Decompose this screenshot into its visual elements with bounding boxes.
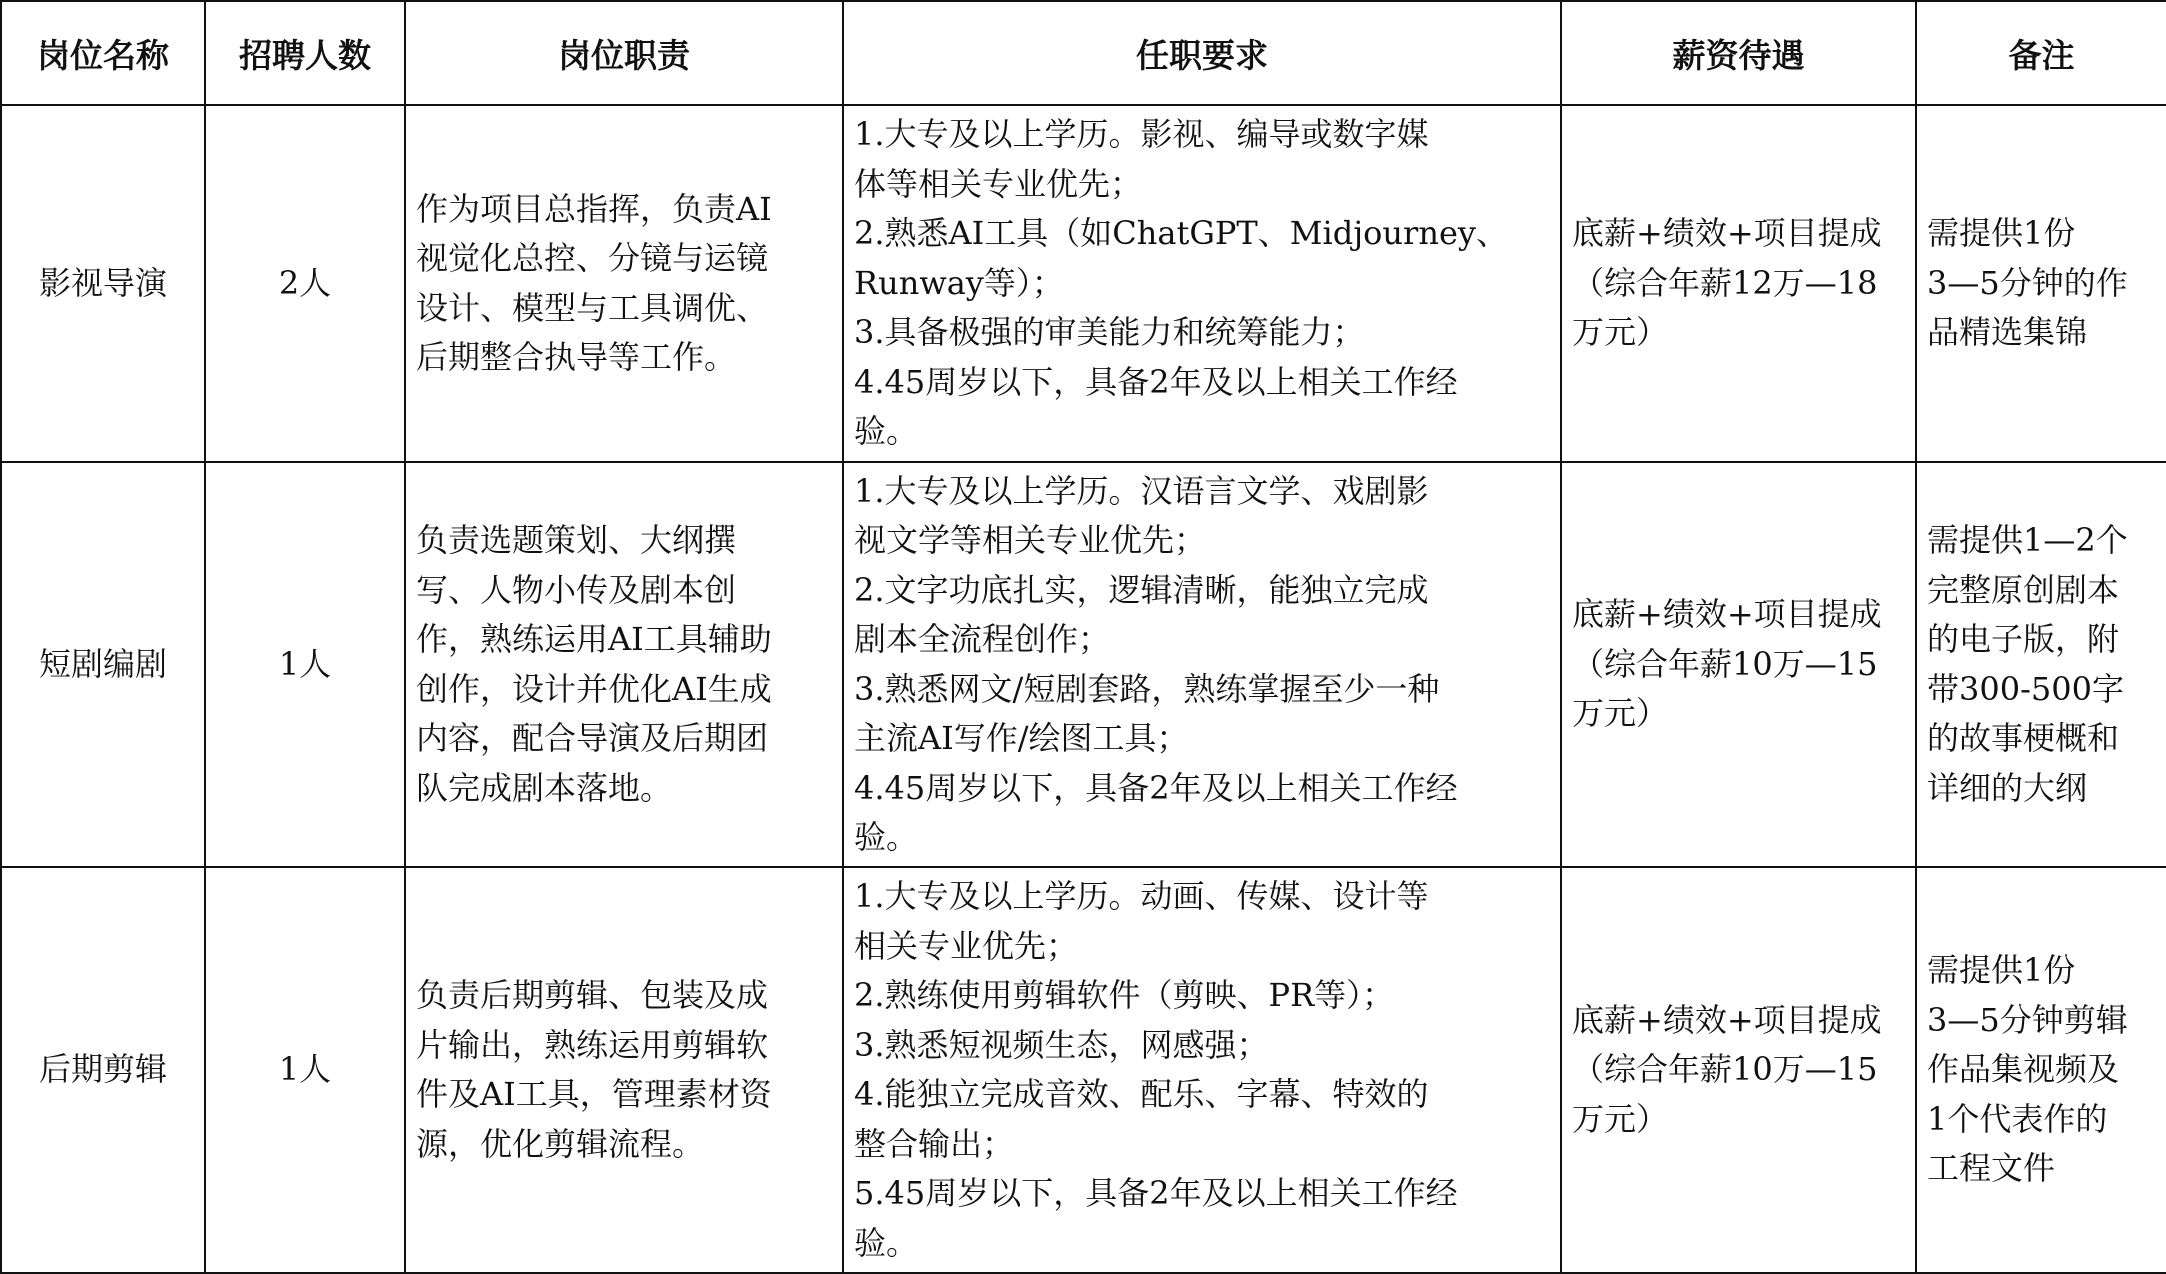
salary-line: 万元） [1572,313,1669,352]
requirements-line: 验。 [854,412,919,451]
duties-line: 队完成剧本落地。 [416,768,673,807]
table-row [1,462,2166,867]
duties-line: 件及AI工具，管理素材资 [416,1075,772,1113]
header-duties: 岗位职责 [405,1,843,105]
salary-line: （综合年薪10万—15 [1572,644,1878,683]
requirements-line: 相关专业优先； [854,926,1079,965]
job-notes [1916,105,2166,462]
requirements-line: 3.熟悉网文/短剧套路，熟练掌握至少一种 [854,669,1440,708]
job-duties [405,462,843,867]
requirements-line: 4.45周岁以下，具备2年及以上相关工作经 [854,768,1458,807]
duties-line: 内容，配合导演及后期团 [416,719,769,757]
notes-line: 详细的大纲 [1927,768,2088,807]
requirements-line: 剧本全流程创作； [854,620,1111,658]
notes-line: 品精选集锦 [1927,313,2088,352]
header-salary: 薪资待遇 [1561,1,1916,105]
requirements-line: 2.熟练使用剪辑软件（剪映、PR等）； [854,976,1395,1014]
duties-line: 设计、模型与工具调优、 [416,288,769,327]
notes-line: 需提供1—2个 [1927,521,2128,559]
notes-line: 需提供1份 [1927,951,2076,990]
salary-line: 万元） [1572,694,1669,733]
salary-line: 万元） [1572,1099,1669,1138]
requirements-line: 主流AI写作/绘图工具； [854,719,1189,757]
requirements-line: 1.大专及以上学历。动画、传媒、设计等 [854,877,1429,915]
duties-line: 后期整合执导等工作。 [416,338,737,376]
job-title: 短剧编剧 [1,462,205,867]
notes-line: 3—5分钟剪辑 [1927,1000,2128,1039]
job-title: 影视导演 [1,105,205,462]
job-requirements [843,105,1561,462]
requirements-line: 3.具备极强的审美能力和统筹能力； [854,313,1365,352]
duties-line: 负责选题策划、大纲撰 [416,521,737,559]
job-count: 2人 [205,105,405,462]
notes-line: 的故事梗概和 [1927,719,2120,757]
notes-line: 需提供1份 [1927,214,2076,253]
requirements-line: 4.45周岁以下，具备2年及以上相关工作经 [854,362,1458,401]
requirements-line: 体等相关专业优先； [854,164,1143,203]
notes-line: 完整原创剧本 [1927,570,2120,609]
header-count: 招聘人数 [205,1,405,105]
duties-line: 源，优化剪辑流程。 [416,1124,705,1163]
duties-line: 视觉化总控、分镜与运镜 [416,239,769,277]
notes-line: 带300-500字 [1927,669,2124,708]
duties-line: 片输出，熟练运用剪辑软 [416,1025,769,1064]
job-salary [1561,462,1916,867]
notes-line: 1个代表作的 [1927,1099,2108,1138]
requirements-line: 验。 [854,818,919,856]
salary-line: （综合年薪12万—18 [1572,263,1878,302]
duties-line: 创作，设计并优化AI生成 [416,669,772,708]
requirements-line: 验。 [854,1223,919,1262]
job-salary [1561,105,1916,462]
duties-line: 负责后期剪辑、包装及成 [416,976,769,1014]
duties-line: 作为项目总指挥，负责AI [416,189,772,228]
salary-line: 底薪+绩效+项目提成 [1572,214,1882,253]
table-row [1,105,2166,462]
header-requirements: 任职要求 [843,1,1561,105]
requirements-line: 5.45周岁以下，具备2年及以上相关工作经 [854,1174,1458,1212]
job-duties [405,867,843,1273]
job-requirements [843,867,1561,1273]
job-count: 1人 [205,462,405,867]
duties-line: 写、人物小传及剧本创 [416,570,737,609]
requirements-line: 视文学等相关专业优先； [854,521,1207,559]
notes-line: 工程文件 [1927,1149,2056,1188]
requirements-line: 整合输出； [854,1124,1015,1163]
requirements-line: Runway等）； [854,263,1064,302]
notes-line: 3—5分钟的作 [1927,263,2128,302]
job-count: 1人 [205,867,405,1273]
job-notes [1916,867,2166,1273]
salary-line: 底薪+绩效+项目提成 [1572,595,1882,634]
job-salary [1561,867,1916,1273]
requirements-line: 3.熟悉短视频生态，网感强； [854,1025,1269,1064]
duties-line: 作，熟练运用AI工具辅助 [416,620,772,658]
job-requirements [843,462,1561,867]
job-title: 后期剪辑 [1,867,205,1273]
table-row [1,867,2166,1273]
requirements-line: 2.文字功底扎实，逻辑清晰，能独立完成 [854,570,1429,609]
header-notes: 备注 [1916,1,2166,105]
job-duties [405,105,843,462]
job-notes [1916,462,2166,867]
requirements-line: 1.大专及以上学历。汉语言文学、戏剧影 [854,471,1429,510]
salary-line: 底薪+绩效+项目提成 [1572,1000,1882,1039]
header-title: 岗位名称 [1,1,205,105]
requirements-line: 4.能独立完成音效、配乐、字幕、特效的 [854,1075,1429,1113]
notes-line: 的电子版，附 [1927,620,2120,658]
requirements-line: 1.大专及以上学历。影视、编导或数字媒 [854,115,1429,154]
notes-line: 作品集视频及 [1927,1050,2120,1089]
requirements-line: 2.熟悉AI工具（如ChatGPT、Midjourney、 [854,214,1508,253]
header-row [1,1,2166,105]
salary-line: （综合年薪10万—15 [1572,1050,1878,1089]
